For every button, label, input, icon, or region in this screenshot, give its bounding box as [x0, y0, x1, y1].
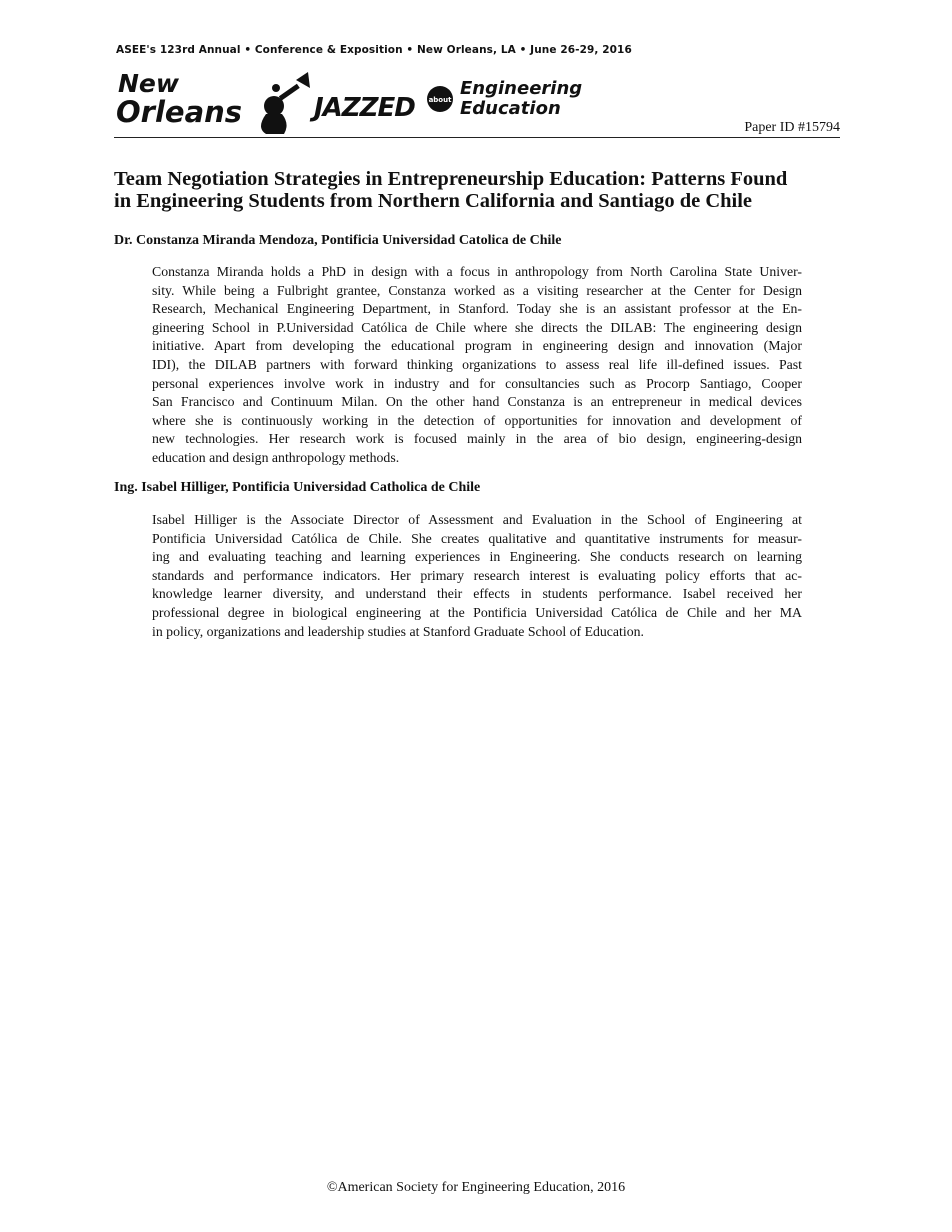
trumpet-player-icon — [261, 72, 310, 134]
author-heading: Dr. Constanza Miranda Mendoza, Pontificia Universidad Catolica de Chile — [114, 233, 562, 248]
bio-line: Research, Mechanical Engineering Department, in Stanford. Today she is an assistant professor at the En- — [152, 301, 802, 317]
copyright-footer: ©American Society for Engineering Education, 2016 — [326, 1180, 626, 1195]
bio-line: sity. While being a Fulbright grantee, Constanza worked as a visiting researcher at the Center for Design — [152, 282, 802, 298]
author-heading: Ing. Isabel Hilliger, Pontificia Universidad Catholica de Chile — [114, 480, 481, 495]
title-line: Team Negotiation Strategies in Entrepreneurship Education: Patterns Found — [114, 168, 788, 190]
paper-title — [114, 168, 844, 212]
paper-id: Paper ID #15794 — [744, 120, 840, 135]
logo-eng-line2: Education — [460, 98, 561, 119]
conference-line: ASEE's 123rd Annual • Conference & Exposition • New Orleans, LA • June 26-29, 2016 — [116, 44, 632, 56]
bio-line: initiative. Apart from developing the educational program in engineering design and innovation (Major — [152, 338, 802, 354]
bio-line: IDI), the DILAB partners with forward thinking organizations to assess real life ill-defined issues. Past — [152, 356, 802, 372]
bio-line: Constanza Miranda holds a PhD in design with a focus in anthropology from North Carolina State Univer- — [152, 264, 802, 279]
about-badge-icon — [427, 86, 453, 112]
bio-line: in policy, organizations and leadership studies at Stanford Graduate School of Education. — [152, 623, 644, 639]
bio-line: gineering School in P.Universidad Católica de Chile where she directs the DILAB: The engineering design — [152, 319, 802, 335]
bio-line: ing and evaluating teaching and learning experiences in Engineering. She conducts research on learning — [152, 549, 802, 565]
logo-jazzed: JAZZED — [314, 93, 415, 123]
bio-line: standards and performance indicators. Her primary research interest is evaluating policy efforts that ac- — [152, 567, 802, 583]
author-bio — [152, 511, 802, 641]
logo-about: about — [428, 96, 452, 104]
logo-eng-line1: Engineering — [460, 78, 583, 99]
bio-line: where she is continuously working in the detection of opportunities for innovation and development of — [152, 412, 802, 428]
conference-logo — [116, 66, 596, 136]
bio-line: Isabel Hilliger is the Associate Director of Assessment and Evaluation in the School of Engineering at — [152, 512, 802, 527]
bio-line: personal experiences involve work in industry and for consultancies such as Procorp Santiago, Cooper — [152, 375, 802, 391]
bio-line: professional degree in biological engineering at the Pontificia Universidad Católica de Chile and her MA — [152, 604, 802, 620]
bio-line: knowledge learner diversity, and understand their effects in students performance. Isabel received her — [152, 586, 802, 602]
logo-city-line2: Orleans — [116, 95, 243, 129]
bio-line: San Francisco and Continuum Milan. On the other hand Constanza is an entrepreneur in medical devices — [152, 394, 802, 410]
title-line: in Engineering Students from Northern California and Santiago de Chile — [114, 190, 753, 212]
header-divider — [114, 137, 840, 138]
bio-line: Pontificia Universidad Católica de Chile. She creates qualitative and quantitative instruments for measur- — [152, 530, 802, 546]
bio-line: education and design anthropology methods. — [152, 449, 400, 465]
author-bio — [152, 263, 802, 468]
logo-city-line1: New — [118, 69, 179, 98]
bio-line: new technologies. Her research work is focused mainly in the area of bio design, engineering-design — [152, 431, 802, 447]
